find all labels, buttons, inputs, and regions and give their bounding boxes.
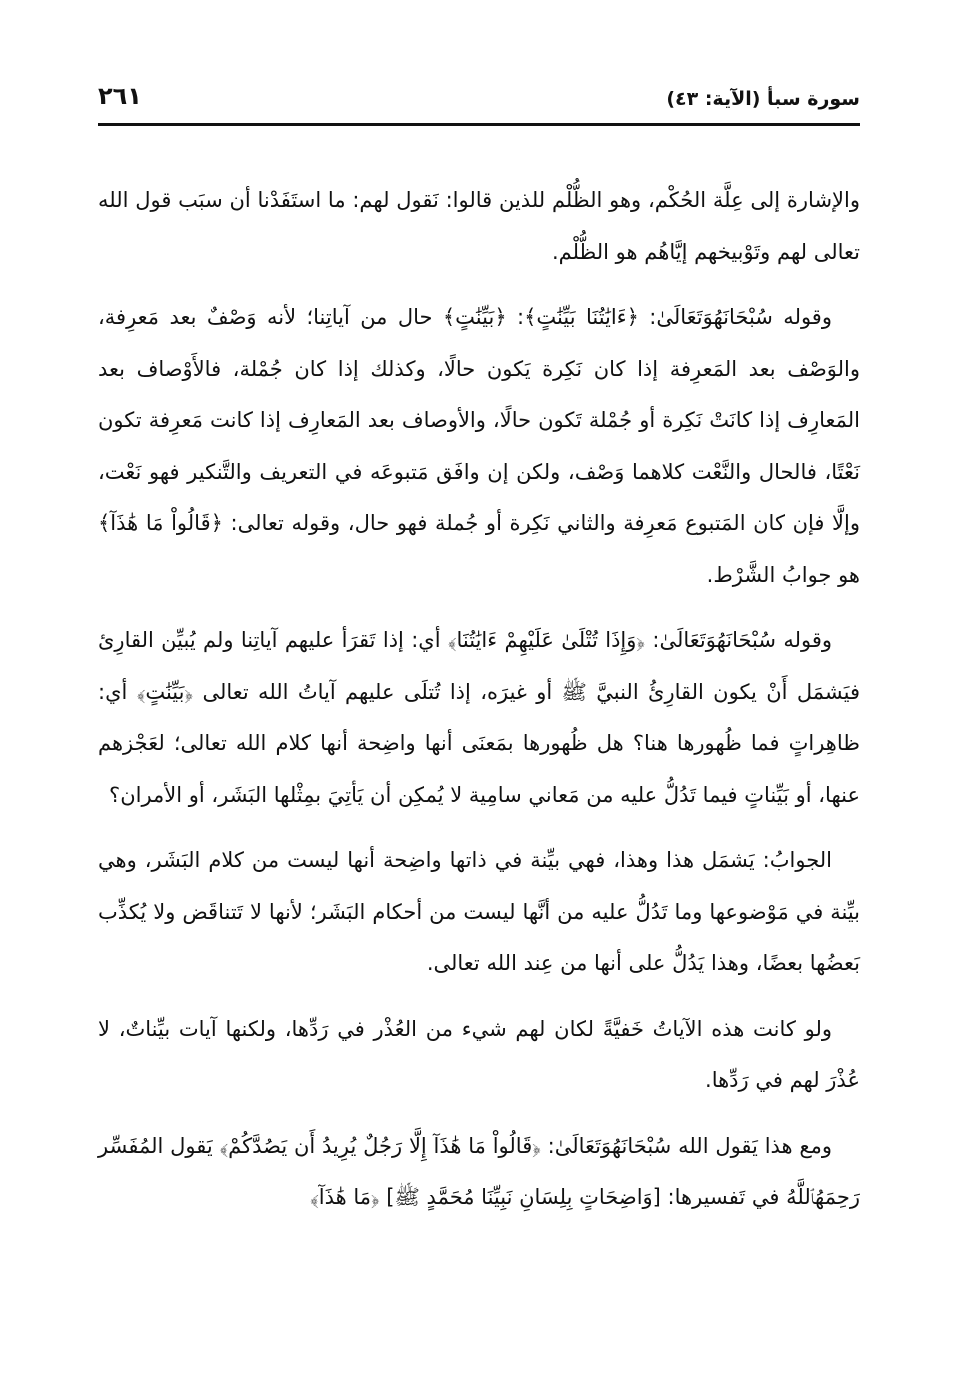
- page-header: [98, 80, 860, 126]
- page-number: ٢٦١: [98, 82, 142, 110]
- page-body: [98, 175, 860, 1238]
- paragraph: وقوله سُبْحَانَهُوَتَعَالَىٰ: ﴿ءَايَٰتُنَا بَيِّنَٰتٍ﴾: ﴿بَيِّنَٰتٍ﴾ حال من آياتِنا؛ لأنه وَصْفٌ بعد مَعرِفة، والوَصْف بعد المَعرِفة إذا كان نَكِرة يَكون حالًا، وكذلك إذا كان جُمْلة، فالأَوْصاف بعد المَعارِف إذا كانَتْ نَكِرة أو جُمْلة تَكون حالًا، والأوصاف بعد المَعارِف إذا كانت مَعرِفة تكون نَعْتًا، فالحال والنَّعْت كلاهما وَصْف، ولكن إن وافَق مَتبوعَه في التعريف والتَّنكير فهو نَعْت، وإلَّا فإن كان المَتبوع مَعرِفة والثاني نَكِرة أو جُملة فهو حال، وقوله تعالى: ﴿قَالُواْ مَا هَٰذَآ﴾ هو جوابُ الشَّرْط.: [98, 305, 860, 587]
- paragraph: ولو كانت هذه الآياتُ خَفيَّةً لكان لهم شيء من العُذْر في رَدِّها، ولكنها آيات بيِّناتٌ، لا عُذْرَ لهم في رَدِّها.: [98, 1016, 860, 1092]
- paragraph: والإشارة إلى عِلَّة الحُكْم، وهو الظُّلْم للذين قالوا: نَقول لهم: ما استَفَدْنا أن سبَب قول الله تعالى لهم وتَوْبيخهم إيَّاهُم هو الظُّلْم.: [98, 188, 860, 264]
- paragraph: وقوله سُبْحَانَهُوَتَعَالَىٰ: ﴿وَإِذَا تُتْلَىٰ عَلَيْهِمْ ءَايَٰتُنَا﴾ أي: إذا تَقرَأ عليهم آياتِنا ولم يُبيِّن القارِئ فيَشمَل أَنْ يكون القارِئُ النبيَّ ﷺ أو غيرَه، إذا تُتلَى عليهم آياتُ الله تعالى ﴿بَيِّنَٰتٍ﴾ أي: ظاهِراتٍ فما ظُهورها هنا؟ هل ظُهورها بمَعنَى أنها واضِحة أنها كلام الله تعالى؛ لعَجْزهم عنها، أو بَيِّناتٍ فيما تَدُلُّ عليه من مَعاني سامِية لا يُمكِن أن يَأتِيَ بمِثْلها البَشَر، أو الأمران؟: [98, 628, 860, 807]
- header-divider: [98, 123, 860, 126]
- surah-title: سورة سبأ (الآية: ٤٣): [666, 88, 860, 110]
- paragraph: الجوابُ: يَشمَل هذا وهذا، فهي بيِّنة في ذاتها واضِحة أنها ليست من كلام البَشَر، وهي بيِّنة في مَوْضوعها وما تَدُلُّ عليه من أنَّها ليست من أحكام البَشَر؛ لأنها لا تَتناقَض ولا يُكذِّب بَعضُها بعضًا، وهذا يَدُلُّ على أنها من عِند الله تعالى.: [98, 848, 860, 975]
- paragraph: ومع هذا يَقول الله سُبْحَانَهُوَتَعَالَىٰ: ﴿قَالُواْ مَا هَٰذَآ إِلَّا رَجُلٌ يُرِيدُ أَن يَصُدَّكُمْ﴾ يَقول المُفَسِّر رَحِمَهُٱللَّهُ في تَفسيرها: [وَاضِحَاتٍ بِلِسَانِ نَبِيِّنَا مُحَمَّدٍ ﷺ] ﴿مَا هَٰذَآ﴾: [98, 1133, 860, 1209]
